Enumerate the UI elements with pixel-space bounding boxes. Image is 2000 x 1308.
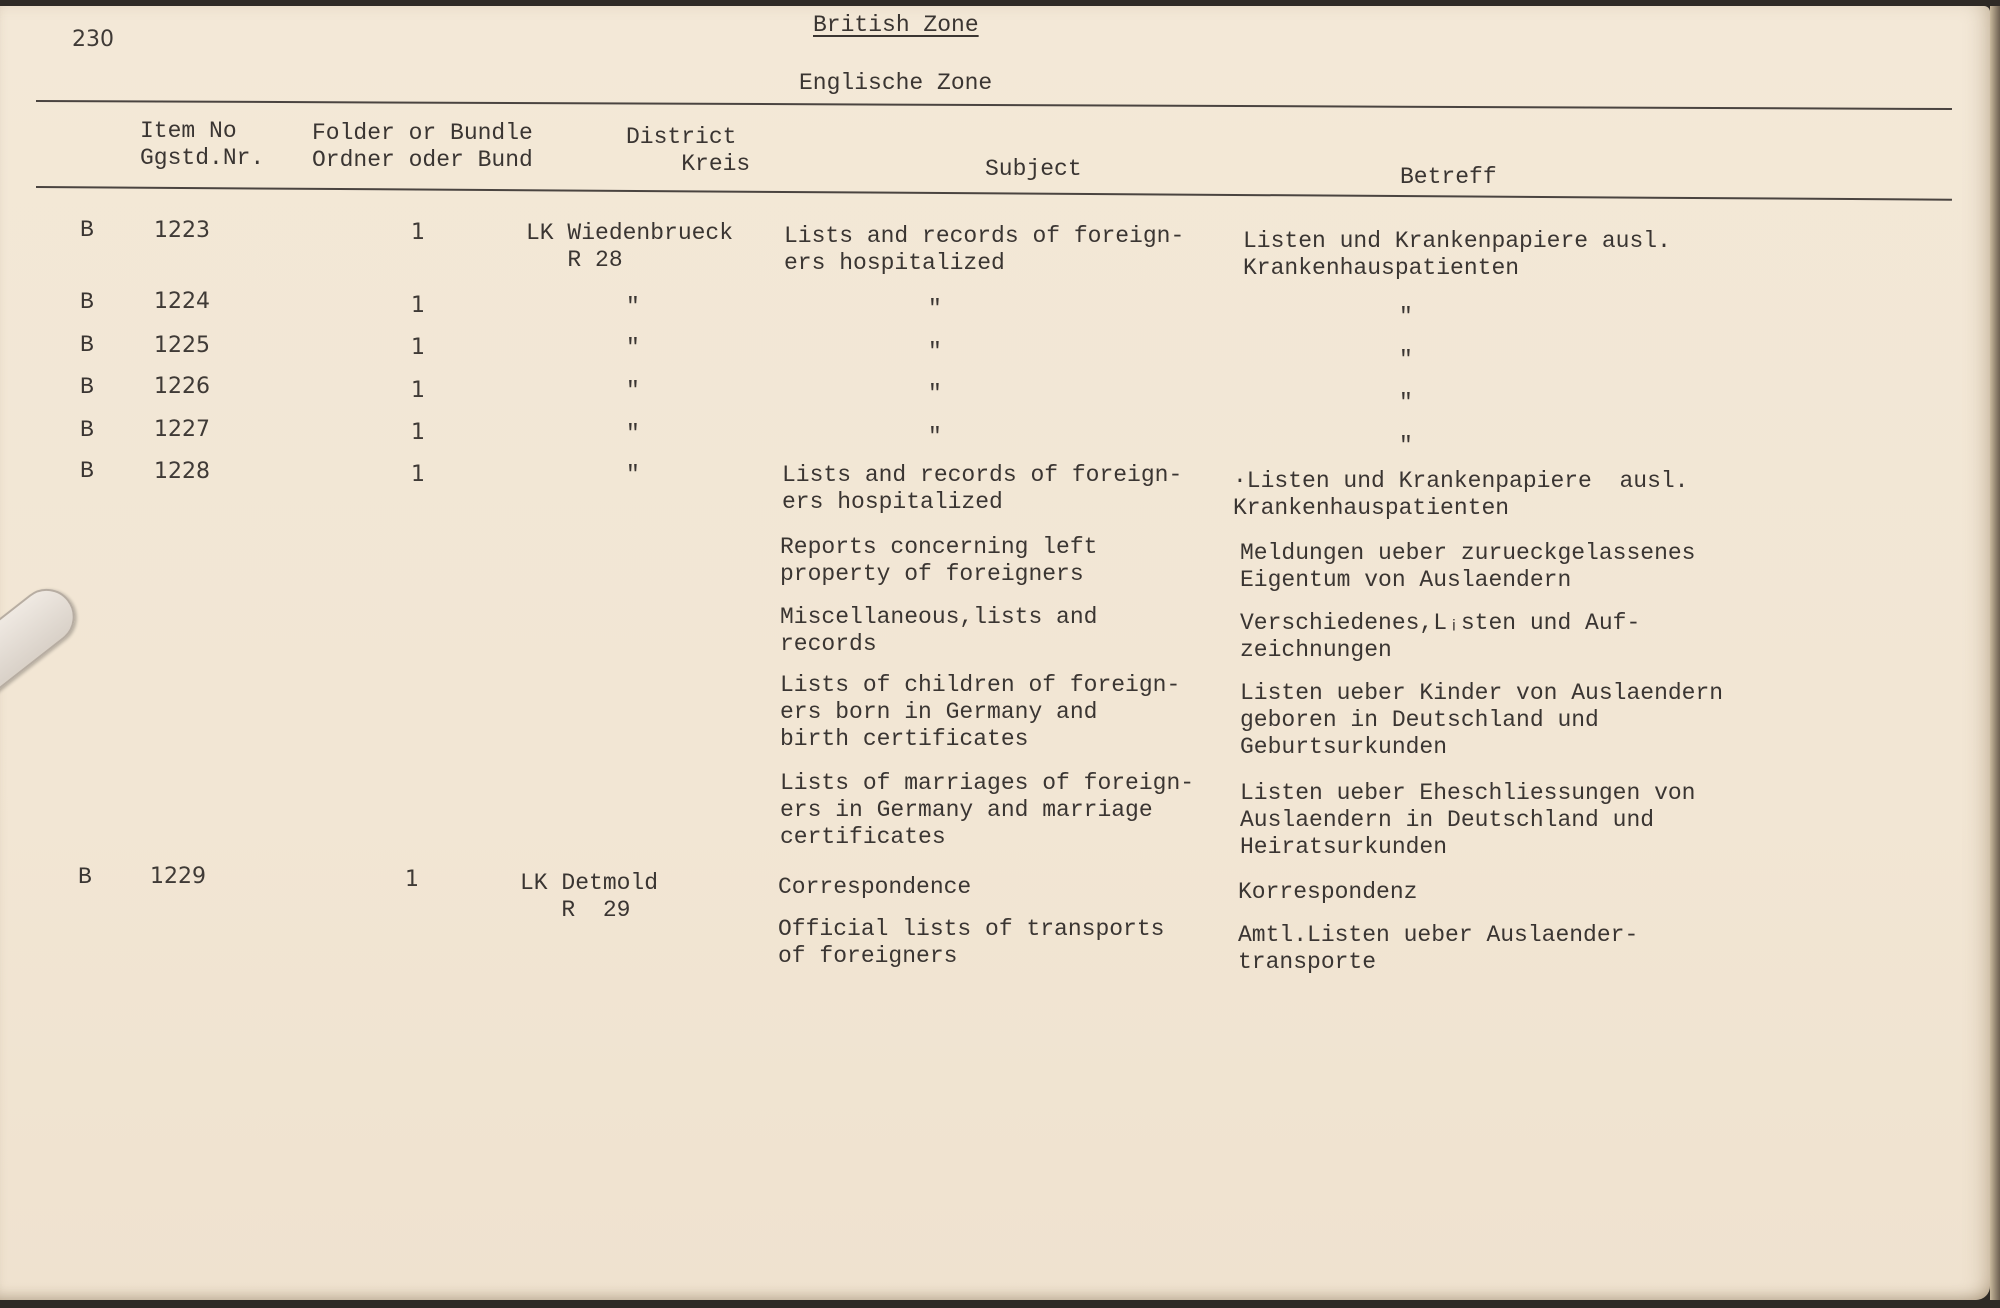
- row-1226-item: 1226: [154, 374, 210, 399]
- row-1228-subject-3: Miscellaneous,lists and records: [780, 604, 1098, 657]
- row-1224-betreff: ": [1399, 304, 1413, 330]
- row-1223-folder: 1: [411, 220, 425, 245]
- row-1228-subject-4: Lists of children of foreign- ers born in Germany and birth certificates: [780, 672, 1181, 752]
- row-1228-betreff-4: Listen ueber Kinder von Auslaendern geboren in Deutschland und Geburtsurkunden: [1240, 680, 1724, 760]
- row-1226-betreff: ": [1399, 390, 1413, 416]
- row-1228-folder: 1: [411, 462, 425, 487]
- row-1226-series: B: [80, 374, 94, 400]
- row-1223-district: LK Wiedenbrueck R 28: [526, 220, 734, 273]
- row-1228-betreff-2: Meldungen ueber zurueckgelassenes Eigentum von Auslaendern: [1240, 540, 1696, 593]
- row-1224-district: ": [626, 294, 640, 320]
- row-1228-item: 1228: [154, 459, 210, 484]
- row-1228-subject-2: Reports concerning left property of foreigners: [780, 534, 1098, 587]
- row-1228-betreff-3: Verschiedenes,Lᵢsten und Auf- zeichnungen: [1240, 610, 1641, 663]
- row-1227-folder: 1: [411, 420, 425, 445]
- row-1225-series: B: [80, 332, 94, 358]
- row-1228-betreff-5: Listen ueber Eheschliessungen von Auslaendern in Deutschland und Heiratsurkunden: [1240, 780, 1696, 860]
- row-1229-item: 1229: [150, 864, 206, 889]
- row-1223-subject: Lists and records of foreign- ers hospitalized: [784, 223, 1185, 276]
- row-1227-subject: ": [928, 424, 942, 450]
- row-1224-subject: ": [928, 296, 942, 322]
- row-1227-item: 1227: [154, 417, 210, 442]
- row-1229-series: B: [78, 864, 92, 890]
- page-edge-shadow: [1990, 6, 2000, 1300]
- row-1225-item: 1225: [154, 333, 210, 358]
- header-bottom-rule: [36, 186, 1952, 201]
- row-1229-betreff-1: Korrespondenz: [1238, 879, 1418, 905]
- row-1225-betreff: ": [1399, 347, 1413, 373]
- header-subject: Subject: [985, 156, 1082, 182]
- row-1224-item: 1224: [154, 289, 210, 314]
- page-title: British Zone: [813, 12, 979, 38]
- row-1226-folder: 1: [411, 378, 425, 403]
- row-1225-folder: 1: [411, 335, 425, 360]
- row-1229-folder: 1: [405, 867, 419, 892]
- row-1229-district: LK Detmold R 29: [520, 870, 659, 923]
- row-1228-series: B: [80, 458, 94, 484]
- row-1226-district: ": [626, 378, 640, 404]
- row-1223-betreff: Listen und Krankenpapiere ausl. Krankenhauspatienten: [1243, 228, 1671, 281]
- header-betreff: Betreff: [1400, 164, 1497, 190]
- header-top-rule: [36, 100, 1952, 110]
- row-1229-subject-1: Correspondence: [778, 874, 972, 900]
- row-1228-district: ": [626, 462, 640, 488]
- row-1224-folder: 1: [411, 293, 425, 318]
- row-1223-series: B: [80, 217, 94, 243]
- header-folder: Folder or Bundle Ordner oder Bund: [312, 120, 533, 173]
- page-number: 230: [72, 27, 114, 52]
- row-1229-subject-2: Official lists of transports of foreigners: [778, 916, 1165, 969]
- row-1228-betreff-1: ·Listen und Krankenpapiere ausl. Krankenhauspatienten: [1233, 468, 1689, 521]
- row-1225-subject: ": [928, 339, 942, 365]
- row-1224-series: B: [80, 289, 94, 315]
- header-district: District Kreis: [626, 124, 751, 177]
- row-1223-item: 1223: [154, 218, 210, 243]
- page-subtitle: Englische Zone: [799, 70, 993, 96]
- document-page: [0, 6, 1990, 1300]
- row-1228-subject-1: Lists and records of foreign- ers hospitalized: [782, 462, 1183, 515]
- row-1229-betreff-2: Amtl.Listen ueber Auslaender- transporte: [1238, 922, 1639, 975]
- row-1228-subject-5: Lists of marriages of foreign- ers in Germany and marriage certificates: [780, 770, 1195, 850]
- binder-tab: [0, 578, 86, 711]
- row-1226-subject: ": [928, 381, 942, 407]
- row-1225-district: ": [626, 335, 640, 361]
- row-1227-district: ": [626, 421, 640, 447]
- row-1227-betreff: ": [1399, 433, 1413, 459]
- row-1227-series: B: [80, 417, 94, 443]
- header-item-no: Item No Ggstd.Nr.: [140, 118, 265, 171]
